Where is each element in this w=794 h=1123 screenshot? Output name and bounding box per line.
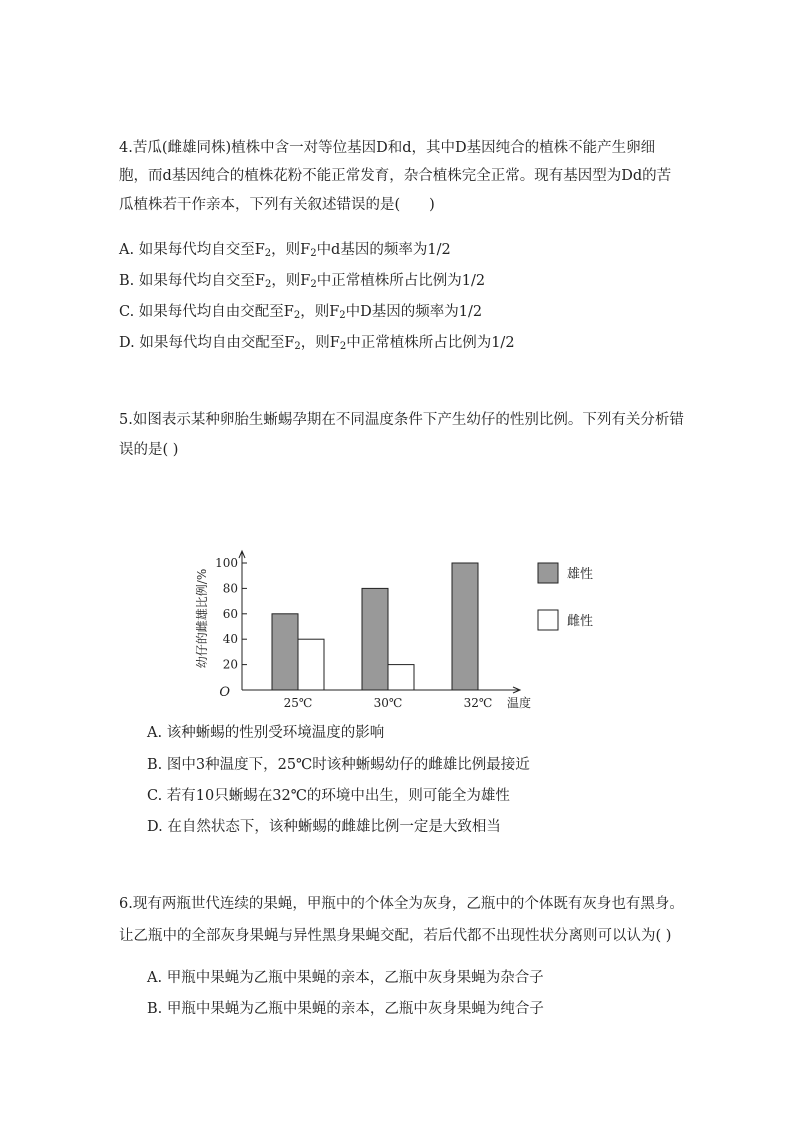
option-text: A. 如果每代均自交至F	[119, 242, 265, 258]
legend-label: 雄性	[567, 567, 594, 582]
subscript: 2	[264, 279, 272, 290]
q4-option-d[interactable]	[119, 333, 515, 357]
y-tick-label: 20	[222, 657, 238, 672]
y-axis-label: 幼仔的雌雄比例/%	[195, 568, 209, 669]
option-text: 中d基因的频率为1/2	[316, 242, 451, 258]
q6-option-b[interactable]: B. 甲瓶中果蝇为乙瓶中果蝇的亲本，乙瓶中灰身果蝇为纯合子	[147, 1001, 544, 1017]
q4-option-b[interactable]	[119, 271, 485, 295]
subscript: 2	[264, 248, 272, 259]
q4-option-c[interactable]	[119, 302, 482, 326]
origin-label: O	[219, 685, 230, 700]
q6-stem-line-2: 让乙瓶中的全部灰身果蝇与异性黑身果蝇交配，若后代都不出现性状分离则可以认为( )	[119, 928, 672, 944]
option-text: D. 如果每代均自由交配至F	[119, 335, 295, 351]
legend-label: 雌性	[567, 614, 594, 629]
subscript: 2	[339, 341, 347, 352]
q5-stem-line-2: 误的是( )	[119, 442, 179, 458]
option-text: B. 如果每代均自交至F	[119, 273, 265, 289]
bar-female	[388, 665, 414, 690]
legend-swatch	[538, 563, 558, 583]
y-tick-label: 80	[222, 581, 238, 596]
option-text: C. 如果每代均自由交配至F	[119, 304, 294, 320]
q4-stem-line-3: 瓜植株若干作亲本，下列有关叙述错误的是( )	[119, 197, 435, 213]
bar-male	[452, 563, 478, 690]
x-tick-label: 32℃	[463, 696, 493, 710]
option-text: 中正常植株所占比例为1/2	[346, 335, 515, 351]
q6-option-a[interactable]: A. 甲瓶中果蝇为乙瓶中果蝇的亲本，乙瓶中灰身果蝇为杂合子	[147, 970, 544, 986]
option-text: 中正常植株所占比例为1/2	[316, 273, 486, 289]
x-tick-label: 25℃	[283, 696, 313, 710]
option-text: ，则F	[300, 335, 340, 351]
q4-stem-line-1: 4.苦瓜(雌雄同株)植株中含一对等位基因D和d，其中D基因纯合的植株不能产生卵细	[119, 140, 656, 156]
option-text: ，则F	[300, 304, 340, 320]
option-text: ，则F	[271, 242, 311, 258]
x-axis-label: 温度	[507, 696, 532, 710]
subscript: 2	[293, 310, 301, 321]
q5-option-d[interactable]: D. 在自然状态下，该种蜥蜴的雌雄比例一定是大致相当	[147, 819, 501, 835]
y-tick-label: 40	[222, 632, 238, 647]
q4-stem-line-2: 胞，而d基因纯合的植株花粉不能正常发育，杂合植株完全正常。现有基因型为Dd的苦	[119, 168, 672, 184]
chart-legend	[538, 563, 593, 630]
bar-male	[362, 588, 388, 690]
legend-swatch	[538, 610, 558, 630]
sex-ratio-bar-chart	[190, 545, 630, 715]
q6-stem-line-1: 6.现有两瓶世代连续的果蝇，甲瓶中的个体全为灰身，乙瓶中的个体既有灰身也有黑身。	[119, 896, 684, 912]
subscript: 2	[310, 248, 317, 259]
q4-option-a[interactable]	[119, 240, 451, 264]
chart-bars	[272, 563, 492, 710]
q5-option-b[interactable]: B. 图中3种温度下，25℃时该种蜥蜴幼仔的雌雄比例最接近	[147, 757, 530, 773]
subscript: 2	[294, 341, 301, 352]
y-tick-label: 60	[222, 606, 238, 621]
y-tick-label: 100	[215, 556, 238, 570]
subscript: 2	[339, 310, 346, 321]
bar-male	[272, 614, 298, 690]
subscript: 2	[310, 279, 317, 290]
x-tick-label: 30℃	[373, 696, 403, 710]
option-text: 中D基因的频率为1/2	[345, 304, 483, 320]
q5-stem-line-1: 5.如图表示某种卵胎生蜥蜴孕期在不同温度条件下产生幼仔的性别比例。下列有关分析错	[119, 412, 684, 428]
bar-female	[298, 639, 324, 690]
q5-option-c[interactable]: C. 若有10只蜥蜴在32℃的环境中出生，则可能全为雄性	[147, 788, 510, 804]
option-text: ，则F	[271, 273, 311, 289]
q5-option-a[interactable]: A. 该种蜥蜴的性别受环境温度的影响	[147, 725, 385, 741]
